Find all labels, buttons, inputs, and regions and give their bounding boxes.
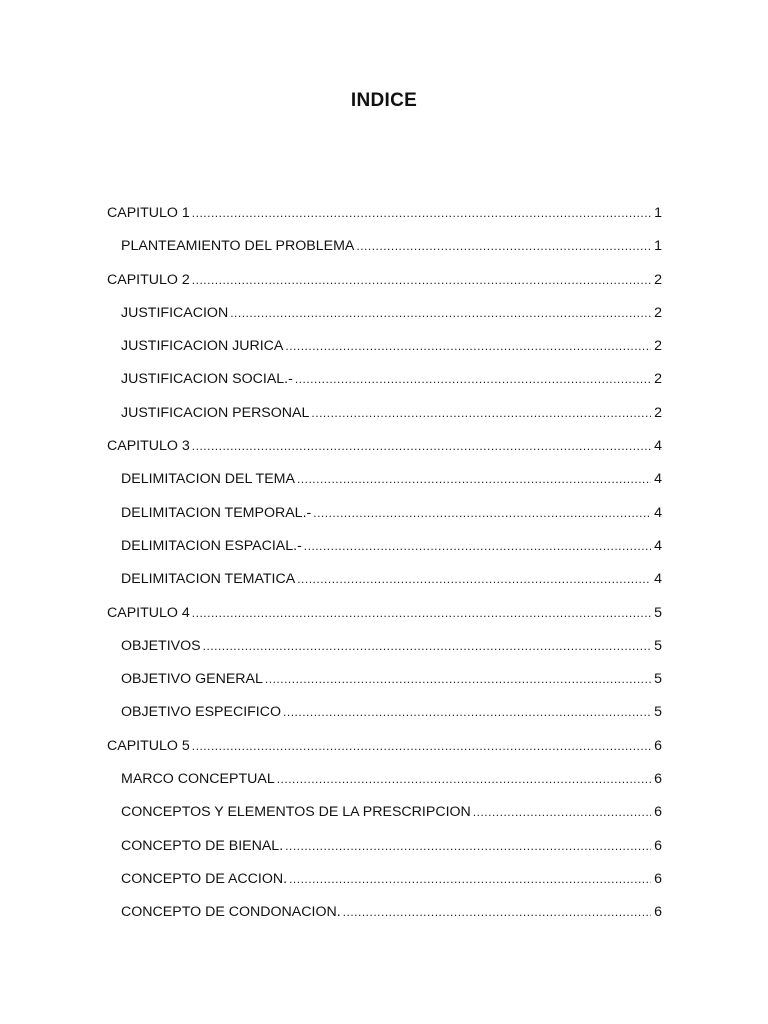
toc-entry[interactable]	[107, 205, 662, 238]
toc-entry-page-number: 2	[654, 404, 662, 421]
dot-leader	[265, 672, 651, 686]
toc-entry-title: PLANTEAMIENTO DEL PROBLEMA	[121, 238, 355, 255]
toc-entry[interactable]	[107, 272, 662, 305]
toc-entry-page-number: 2	[654, 338, 662, 355]
toc-entry[interactable]	[107, 438, 662, 471]
toc-entry-title: CONCEPTO DE BIENAL.	[121, 837, 284, 854]
dot-leader	[356, 239, 651, 253]
dot-leader	[283, 705, 651, 719]
toc-entry-page-number: 5	[654, 671, 662, 688]
toc-entry[interactable]	[107, 738, 662, 771]
dot-leader	[285, 339, 651, 353]
dot-leader	[343, 905, 651, 919]
dot-leader	[192, 606, 651, 620]
toc-entry[interactable]	[107, 405, 662, 438]
toc-entry-title: DELIMITACION TEMATICA	[121, 571, 296, 588]
toc-entry-title: JUSTIFICACION PERSONAL	[121, 404, 310, 421]
toc-entry-title: JUSTIFICACION	[121, 304, 229, 321]
dot-leader	[311, 406, 651, 420]
dot-leader	[285, 839, 651, 853]
toc-entry-title: CONCEPTOS Y ELEMENTOS DE LA PRESCRIPCION	[121, 804, 471, 821]
toc-entry-page-number: 2	[654, 304, 662, 321]
toc-entry[interactable]	[107, 538, 662, 571]
toc-entry-title: CAPITULO 1	[107, 205, 190, 221]
toc-entry-page-number: 4	[654, 504, 662, 521]
toc-entry[interactable]	[107, 471, 662, 504]
dot-leader	[297, 472, 651, 486]
dot-leader	[192, 273, 651, 287]
toc-entry-page-number: 5	[654, 637, 662, 654]
toc-entry-page-number: 6	[654, 737, 662, 754]
toc-entry-page-number: 2	[654, 271, 662, 288]
toc-entry[interactable]	[107, 704, 662, 737]
toc-entry-page-number: 1	[654, 238, 662, 255]
toc-entry-title: CONCEPTO DE ACCION.	[121, 870, 288, 887]
dot-leader	[289, 872, 651, 886]
dot-leader	[192, 439, 651, 453]
dot-leader	[297, 572, 651, 586]
toc-entry[interactable]	[107, 571, 662, 604]
toc-entry-title: OBJETIVO ESPECIFICO	[121, 704, 282, 721]
toc-entry-title: JUSTIFICACION SOCIAL.-	[121, 371, 293, 388]
toc-entry-title: CAPITULO 4	[107, 604, 190, 621]
dot-leader	[277, 772, 651, 786]
toc-entry-page-number: 4	[654, 471, 662, 488]
toc-entry-title: JUSTIFICACION JURICA	[121, 338, 284, 355]
toc-entry[interactable]	[107, 371, 662, 404]
toc-entry-page-number: 4	[654, 537, 662, 554]
toc-entry-title: DELIMITACION TEMPORAL.-	[121, 504, 312, 521]
toc-entry[interactable]	[107, 671, 662, 704]
toc-entry[interactable]	[107, 638, 662, 671]
toc-entry-page-number: 5	[654, 604, 662, 621]
dot-leader	[473, 805, 651, 819]
toc-entry[interactable]	[107, 871, 662, 904]
toc-entry[interactable]	[107, 771, 662, 804]
toc-entry[interactable]	[107, 904, 662, 937]
toc-entry-page-number: 6	[654, 870, 662, 887]
toc-entry-title: DELIMITACION DEL TEMA	[121, 471, 295, 488]
toc-entry[interactable]	[107, 505, 662, 538]
toc-entry-page-number: 6	[654, 771, 662, 788]
toc-entry-title: DELIMITACION ESPACIAL.-	[121, 537, 302, 554]
toc-entry-page-number: 5	[654, 704, 662, 721]
toc-entry[interactable]	[107, 305, 662, 338]
toc-entry-title: OBJETIVO GENERAL	[121, 671, 263, 688]
toc-entry-title: MARCO CONCEPTUAL	[121, 771, 275, 788]
toc-entry-page-number: 2	[654, 371, 662, 388]
toc-entry[interactable]	[107, 838, 662, 871]
page-title: INDICE	[350, 90, 418, 111]
dot-leader	[230, 306, 651, 320]
toc-entry[interactable]	[107, 804, 662, 837]
table-of-contents	[107, 205, 662, 938]
dot-leader	[295, 372, 651, 386]
toc-entry[interactable]	[107, 605, 662, 638]
toc-entry-page-number: 1	[654, 205, 662, 221]
toc-entry[interactable]	[107, 238, 662, 271]
toc-entry-title: OBJETIVOS	[121, 637, 201, 654]
dot-leader	[192, 739, 651, 753]
toc-entry-page-number: 4	[654, 438, 662, 455]
dot-leader	[304, 539, 651, 553]
toc-entry-title: CAPITULO 5	[107, 737, 190, 754]
toc-entry-page-number: 6	[654, 837, 662, 854]
toc-entry[interactable]	[107, 338, 662, 371]
dot-leader	[192, 206, 651, 220]
dot-leader	[203, 639, 651, 653]
dot-leader	[313, 506, 651, 520]
toc-entry-page-number: 6	[654, 904, 662, 921]
toc-entry-title: CAPITULO 3	[107, 438, 190, 455]
toc-entry-title: CONCEPTO DE CONDONACION.	[121, 904, 341, 921]
toc-entry-title: CAPITULO 2	[107, 271, 190, 288]
toc-entry-page-number: 4	[654, 571, 662, 588]
toc-entry-page-number: 6	[654, 804, 662, 821]
